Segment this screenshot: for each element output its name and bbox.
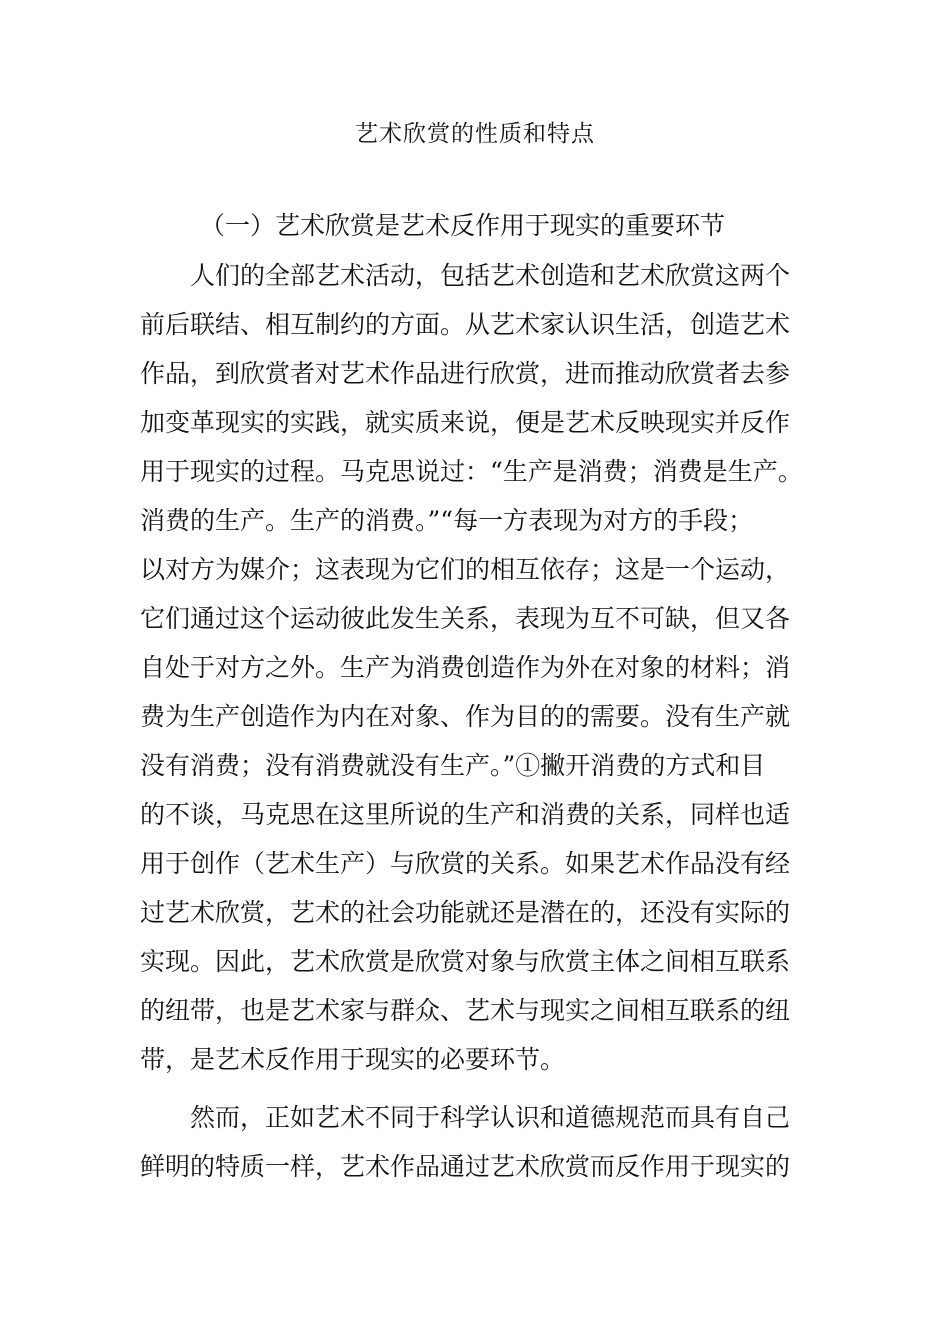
paragraph-1-line-12: 的不谈，马克思在这里所说的生产和消费的关系，同样也适: [140, 800, 791, 829]
paragraph-1-line-4: 加变革现实的实践，就实质来说，便是艺术反映现实并反作: [140, 408, 791, 437]
document-title: 艺术欣赏的性质和特点: [355, 121, 595, 147]
paragraph-1-line-11: 没有消费；没有消费就没有生产。”①撇开消费的方式和目: [140, 751, 766, 780]
paragraph-1-line-9: 自处于对方之外。生产为消费创造作为外在对象的材料；消: [140, 653, 791, 682]
paragraph-1-line-8: 它们通过这个运动彼此发生关系，表现为互不可缺，但又各: [140, 604, 791, 633]
paragraph-1-line-2: 前后联结、相互制约的方面。从艺术家认识生活，创造艺术: [140, 310, 791, 339]
paragraph-1-line-3: 作品，到欣赏者对艺术作品进行欣赏，进而推动欣赏者去参: [140, 359, 791, 388]
paragraph-1-line-6: 消费的生产。生产的消费。”“每一方表现为对方的手段；: [140, 506, 754, 535]
paragraph-1-line-16: 的纽带，也是艺术家与群众、艺术与现实之间相互联系的纽: [140, 996, 791, 1025]
paragraph-1-line-1: 人们的全部艺术活动，包括艺术创造和艺术欣赏这两个: [190, 261, 791, 290]
paragraph-1-line-17: 带，是艺术反作用于现实的必要环节。: [140, 1045, 566, 1074]
paragraph-1-line-13: 用于创作（艺术生产）与欣赏的关系。如果艺术作品没有经: [140, 849, 791, 878]
paragraph-2-line-2: 鲜明的特质一样，艺术作品通过艺术欣赏而反作用于现实的: [140, 1152, 791, 1181]
paragraph-1-line-15: 实现。因此，艺术欣赏是欣赏对象与欣赏主体之间相互联系: [140, 947, 791, 976]
paragraph-1-line-10: 费为生产创造作为内在对象、作为目的的需要。没有生产就: [140, 702, 791, 731]
paragraph-1-line-5: 用于现实的过程。马克思说过：“生产是消费；消费是生产。: [140, 457, 803, 486]
paragraph-1-line-7: 以对方为媒介；这表现为它们的相互依存；这是一个运动，: [140, 555, 791, 584]
paragraph-2-line-1: 然而，正如艺术不同于科学认识和道德规范而具有自己: [190, 1103, 791, 1132]
paragraph-1-line-14: 过艺术欣赏，艺术的社会功能就还是潜在的，还没有实际的: [140, 898, 791, 927]
section-heading: （一）艺术欣赏是艺术反作用于现实的重要环节: [200, 211, 726, 240]
